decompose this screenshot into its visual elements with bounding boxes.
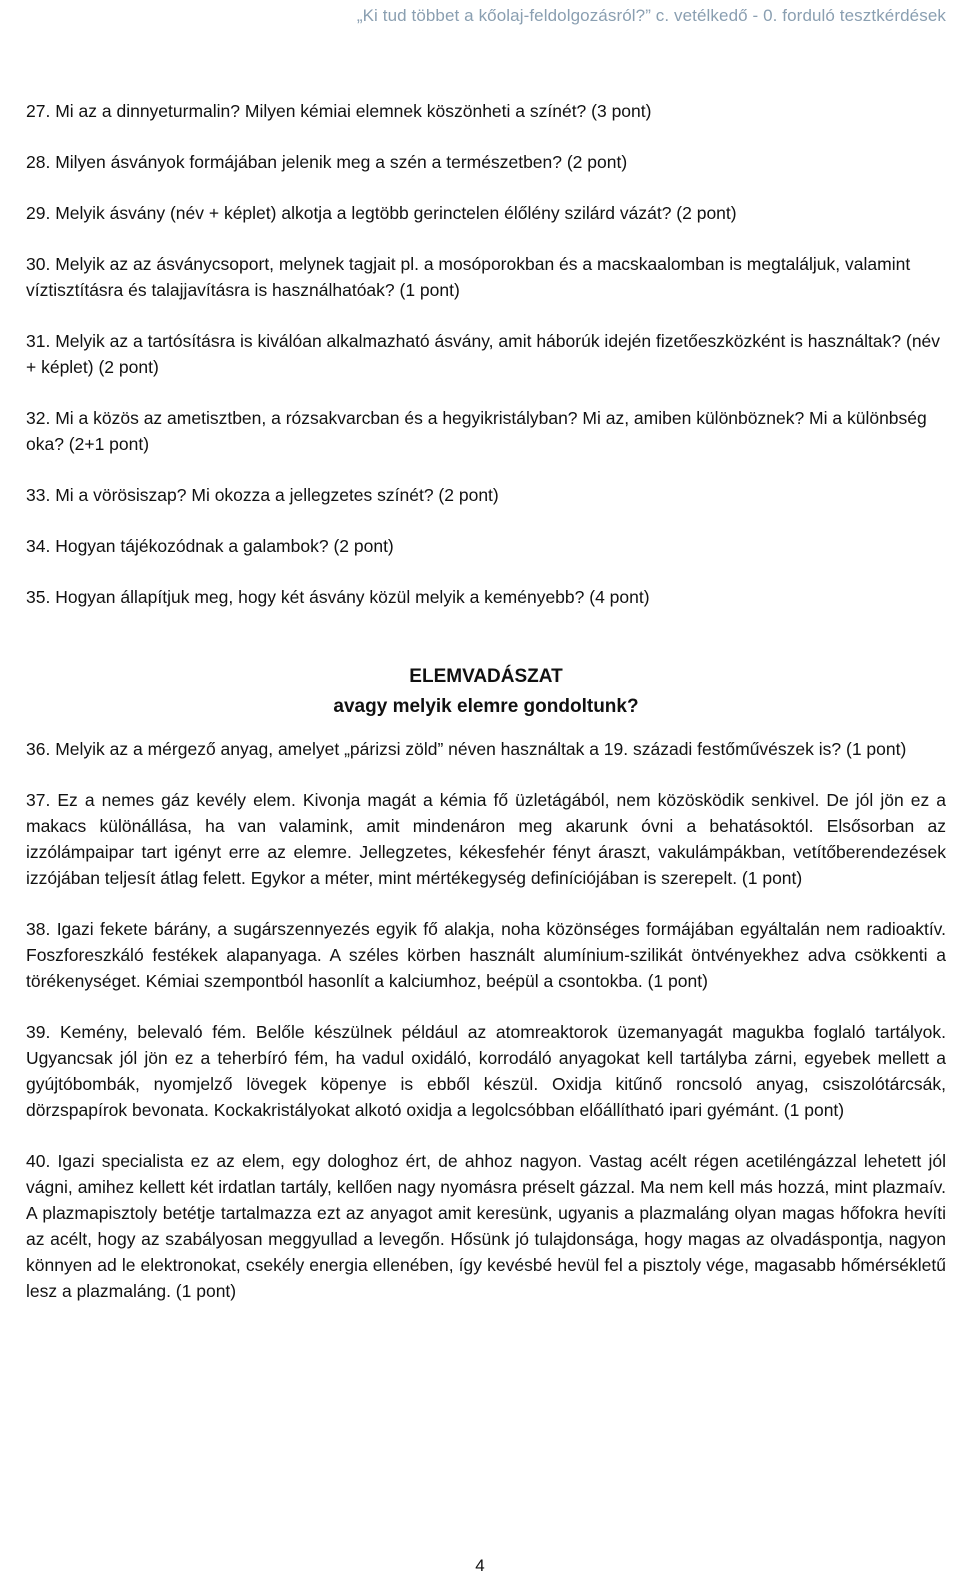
question-number: 30. — [26, 254, 51, 274]
document-body — [26, 98, 946, 1304]
section-subtitle: avagy melyik elemre gondoltunk? — [333, 696, 639, 717]
question-text: Milyen ásványok formájában jelenik meg a szén a természetben? (2 pont) — [55, 152, 628, 172]
question-text: Melyik az az ásványcsoport, melynek tagjait pl. a mosóporokban és a macskaalomban is megtaláljuk, valamint víztisztításra és talajjavításra is használhatóak? (1 pont) — [26, 254, 911, 300]
question-32 — [26, 405, 946, 457]
question-text: Mi a közös az ametisztben, a rózsakvarcban és a hegyikristályban? Mi az, amiben különböznek? Mi a különbség oka? (2+1 pont) — [26, 408, 927, 454]
question-text: Igazi fekete bárány, a sugárszennyezés egyik fő alakja, noha közönséges formájában egyáltalán nem radioaktív. Foszforeszkáló festékek alapanyaga. A széles körben használt alumínium-szilikát öntvényekhez adva csökkenti a törékenységet. Kémiai szempontból hasonlít a kalciumhoz, beépül a csontokba. (1 pont) — [26, 919, 946, 991]
question-number: 27. — [26, 101, 51, 121]
question-29 — [26, 200, 946, 226]
question-text: Mi az a dinnyeturmalin? Milyen kémiai elemnek köszönheti a színét? (3 pont) — [55, 101, 652, 121]
question-27 — [26, 98, 946, 124]
question-text: Kemény, belevaló fém. Belőle készülnek például az atomreaktorok üzemanyagát magukba foglaló tartályok. Ugyancsak jól jön ez a teherbíró fém, ha vadul oxidáló, korrodáló anyagokat kell tartályba zárni, egyebek mellett a gyújtóbombák, nyomjelző lövegek köpenye is ebből készül. Oxidja kitűnő roncsoló anyag, csiszolótárcsák, dörzspapírok bevonata. Kockakristályokat alkotó oxidja a legolcsóbban előállítható ipari gyémánt. (1 pont) — [26, 1022, 946, 1120]
question-text: Ez a nemes gáz kevély elem. Kivonja magát a kémia fő üzletágából, nem közösködik senkivel. De jól jön ez a makacs különállása, ha van valamink, amit mindenáron meg akarunk óvni a behatásoktól. Elsősorban az izzólámpaipar tart igényt erre az elemre. Jellegzetes, kékesfehér fényt áraszt, vakulámpákban, vetítőberendezések izzójában teljesít átlag felett. Egykor a méter, mint mértékegység definíciójában is szerepelt. (1 pont) — [26, 790, 946, 888]
question-39 — [26, 1019, 946, 1123]
question-number: 33. — [26, 485, 51, 505]
question-number: 32. — [26, 408, 51, 428]
question-37 — [26, 787, 946, 891]
question-number: 38. — [26, 919, 51, 939]
question-text: Hogyan állapítjuk meg, hogy két ásvány közül melyik a keményebb? (4 pont) — [55, 587, 650, 607]
question-31 — [26, 328, 946, 380]
question-number: 35. — [26, 587, 51, 607]
page-header: „Ki tud többet a kőolaj-feldolgozásról?” c. vetélkedő - 0. forduló tesztkérdések — [356, 6, 946, 25]
page-number: 4 — [475, 1556, 485, 1575]
question-34 — [26, 533, 946, 559]
question-number: 34. — [26, 536, 51, 556]
question-30 — [26, 251, 946, 303]
question-36 — [26, 736, 946, 762]
question-text: Igazi specialista ez az elem, egy dologhoz ért, de ahhoz nagyon. Vastag acélt régen acetiléngázzal lehetett jól vágni, amihez kellett két irdatlan tartály, kellően nagy nyomásra préselt gázzal. Ma nem kell más hozzá, mint plazmaív. A plazmapisztoly betétje tartalmazza ezt az anyagot amit keresünk, ugyanis a plazmaláng olyan magas hőfokra hevíti az acélt, hogy az szabályosan meggyullad a levegőn. Hősünk jó tulajdonsága, hogy magas az olvadáspontja, nagyon könnyen ad le elektronokat, csekély energia ellenében, így kevésbé hevül fel a pisztoly vége, magasabb hőmérsékletű lesz a plazmaláng. (1 pont) — [26, 1151, 946, 1301]
question-number: 28. — [26, 152, 51, 172]
question-40 — [26, 1148, 946, 1304]
question-number: 36. — [26, 739, 51, 759]
question-text: Hogyan tájékozódnak a galambok? (2 pont) — [55, 536, 394, 556]
question-35 — [26, 584, 946, 610]
question-number: 29. — [26, 203, 51, 223]
question-38 — [26, 916, 946, 994]
question-text: Melyik az a tartósításra is kiválóan alkalmazható ásvány, amit háborúk idején fizetőeszközként is használtak? (név + képlet) (2 pont) — [26, 331, 941, 377]
question-number: 40. — [26, 1151, 51, 1171]
question-text: Melyik ásvány (név + képlet) alkotja a legtöbb gerinctelen élőlény szilárd vázát? (2 pont) — [55, 203, 737, 223]
question-text: Melyik az a mérgező anyag, amelyet „párizsi zöld” néven használtak a 19. századi festőművészek is? (1 pont) — [55, 739, 907, 759]
question-28 — [26, 149, 946, 175]
section-title: ELEMVADÁSZAT — [409, 666, 563, 687]
question-number: 39. — [26, 1022, 51, 1042]
question-number: 37. — [26, 790, 51, 810]
question-33 — [26, 482, 946, 508]
question-text: Mi a vörösiszap? Mi okozza a jellegzetes színét? (2 pont) — [55, 485, 499, 505]
question-number: 31. — [26, 331, 51, 351]
